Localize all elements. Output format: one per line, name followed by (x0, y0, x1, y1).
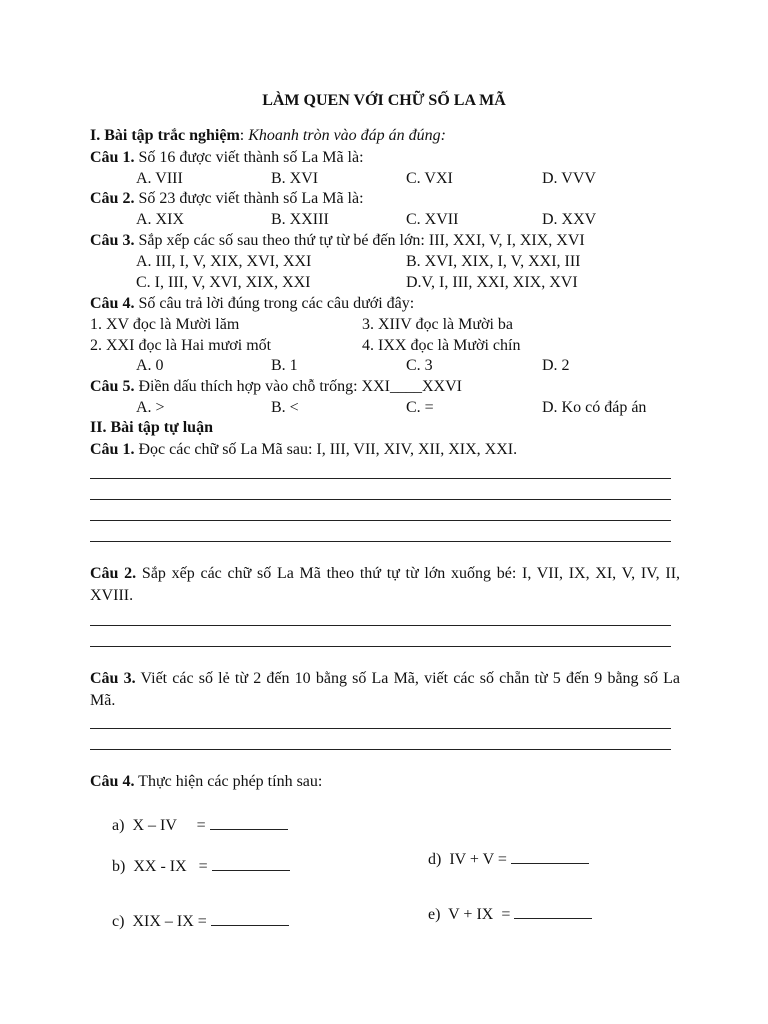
answer-line[interactable] (90, 478, 671, 479)
calc-item-e (428, 904, 592, 925)
answer-line[interactable] (90, 646, 671, 647)
q2-option-d[interactable]: D. XXV (542, 211, 597, 228)
q5-label: Câu 5. (90, 378, 135, 395)
q1-option-d[interactable]: D. VVV (542, 170, 596, 187)
essay-q1-line (90, 440, 517, 460)
q1-label: Câu 1. (90, 149, 135, 166)
part1-colon: : (239, 127, 245, 144)
q5-text: Điền dấu thích hợp vào chỗ trống: XXI____XXVI (138, 378, 462, 395)
part1-heading: I. Bài tập trắc nghiệm (90, 127, 240, 144)
q4-statement-2: 2. XXI đọc là Hai mươi mốt (90, 337, 272, 354)
q4-option-c[interactable]: C. 3 (406, 357, 433, 374)
q1-option-b[interactable]: B. XVI (271, 170, 319, 187)
q4-statement-4: 4. IXX đọc là Mười chín (362, 337, 521, 354)
part1-instruction: Khoanh tròn vào đáp án đúng: (248, 127, 447, 144)
answer-line[interactable] (90, 520, 671, 521)
q4-line (90, 294, 414, 314)
answer-line[interactable] (90, 749, 671, 750)
calc-item-d-expr: IV + V = (449, 851, 507, 868)
q3-label: Câu 3. (90, 232, 135, 249)
q4-statement-1: 1. XV đọc là Mười lăm (90, 316, 240, 333)
q4-text: Số câu trả lời đúng trong các câu dưới đây: (138, 295, 415, 312)
q1-line (90, 148, 364, 168)
essay-q3-label: Câu 3. (90, 670, 136, 687)
calc-item-e-label: e) (428, 906, 441, 923)
q4-option-b[interactable]: B. 1 (271, 357, 298, 374)
part1-heading-line (90, 126, 446, 146)
q3-option-a[interactable]: A. III, I, V, XIX, XVI, XXI (136, 253, 312, 270)
q3-option-c[interactable]: C. I, III, V, XVI, XIX, XXI (136, 274, 311, 291)
q4-label: Câu 4. (90, 295, 135, 312)
calc-item-a-expr: X – IV = (132, 817, 206, 834)
calc-item-b-label: b) (112, 858, 126, 875)
q4-statements-row1 (90, 315, 670, 335)
answer-line[interactable] (90, 728, 671, 729)
q2-option-a[interactable]: A. XIX (136, 211, 184, 228)
q3-text: Sắp xếp các số sau theo thứ tự từ bé đến lớn: III, XXI, V, I, XIX, XVI (138, 232, 585, 249)
calc-item-d-label: d) (428, 851, 442, 868)
essay-q3-text: Viết các số lẻ từ 2 đến 10 bằng số La Mã, viết các số chẵn từ 5 đến 9 bằng số La Mã. (90, 670, 681, 709)
essay-q4-text: Thực hiện các phép tính sau: (138, 773, 323, 790)
q2-option-b[interactable]: B. XXIII (271, 211, 329, 228)
calc-item-e-blank[interactable] (514, 904, 592, 919)
calc-item-a-blank[interactable] (210, 815, 288, 830)
q3-option-d[interactable]: D.V, I, III, XXI, XIX, XVI (406, 274, 578, 291)
q5-option-a[interactable]: A. > (136, 399, 165, 416)
q2-option-c[interactable]: C. XVII (406, 211, 459, 228)
essay-q2-label: Câu 2. (90, 565, 137, 582)
q4-option-a[interactable]: A. 0 (136, 357, 164, 374)
q5-option-b[interactable]: B. < (271, 399, 299, 416)
q1-options (136, 169, 696, 189)
calc-item-b (112, 856, 290, 877)
part2-heading: II. Bài tập tự luận (90, 419, 213, 436)
essay-q3-paragraph (90, 668, 680, 712)
q4-statement-3: 3. XIIV đọc là Mười ba (362, 316, 514, 333)
q2-line (90, 189, 364, 209)
q5-option-d[interactable]: D. Ko có đáp án (542, 399, 647, 416)
calc-item-e-expr: V + IX = (448, 906, 511, 923)
essay-q2-text: Sắp xếp các chữ số La Mã theo thứ tự từ lớn xuống bé: I, VII, IX, XI, V, IV, II, XVIII. (90, 565, 681, 604)
calc-item-d (428, 849, 589, 870)
calc-item-c-blank[interactable] (211, 911, 289, 926)
calc-item-b-blank[interactable] (212, 856, 290, 871)
answer-line[interactable] (90, 499, 671, 500)
calc-item-b-expr: XX - IX = (133, 858, 208, 875)
essay-q1-label: Câu 1. (90, 441, 135, 458)
q4-statements-row2 (90, 336, 670, 356)
calc-item-c-label: c) (112, 913, 125, 930)
essay-q1-text: Đọc các chữ số La Mã sau: I, III, VII, XIV, XII, XIX, XXI. (138, 441, 518, 458)
q1-option-c[interactable]: C. VXI (406, 170, 453, 187)
q3-line (90, 231, 585, 251)
q5-options (136, 398, 696, 418)
q3-options-row2 (136, 273, 696, 293)
q2-label: Câu 2. (90, 190, 135, 207)
q2-text: Số 23 được viết thành số La Mã là: (138, 190, 364, 207)
q3-options-row1 (136, 252, 696, 272)
q3-option-b[interactable]: B. XVI, XIX, I, V, XXI, III (406, 253, 581, 270)
answer-line[interactable] (90, 541, 671, 542)
q5-option-c[interactable]: C. = (406, 399, 434, 416)
essay-q4-line (90, 772, 322, 792)
calc-item-a (112, 815, 288, 836)
q2-options (136, 210, 696, 230)
page-title: LÀM QUEN VỚI CHỮ SỐ LA MÃ (262, 92, 506, 109)
q1-option-a[interactable]: A. VIII (136, 170, 183, 187)
q1-text: Số 16 được viết thành số La Mã là: (138, 149, 364, 166)
essay-q2-paragraph (90, 563, 680, 607)
calc-item-c-expr: XIX – IX = (132, 913, 207, 930)
q4-options (136, 356, 696, 376)
q5-line (90, 377, 462, 397)
calc-item-a-label: a) (112, 817, 125, 834)
calc-item-d-blank[interactable] (511, 849, 589, 864)
essay-q4-label: Câu 4. (90, 773, 135, 790)
calc-item-c (112, 911, 289, 932)
answer-line[interactable] (90, 625, 671, 626)
q4-option-d[interactable]: D. 2 (542, 357, 570, 374)
